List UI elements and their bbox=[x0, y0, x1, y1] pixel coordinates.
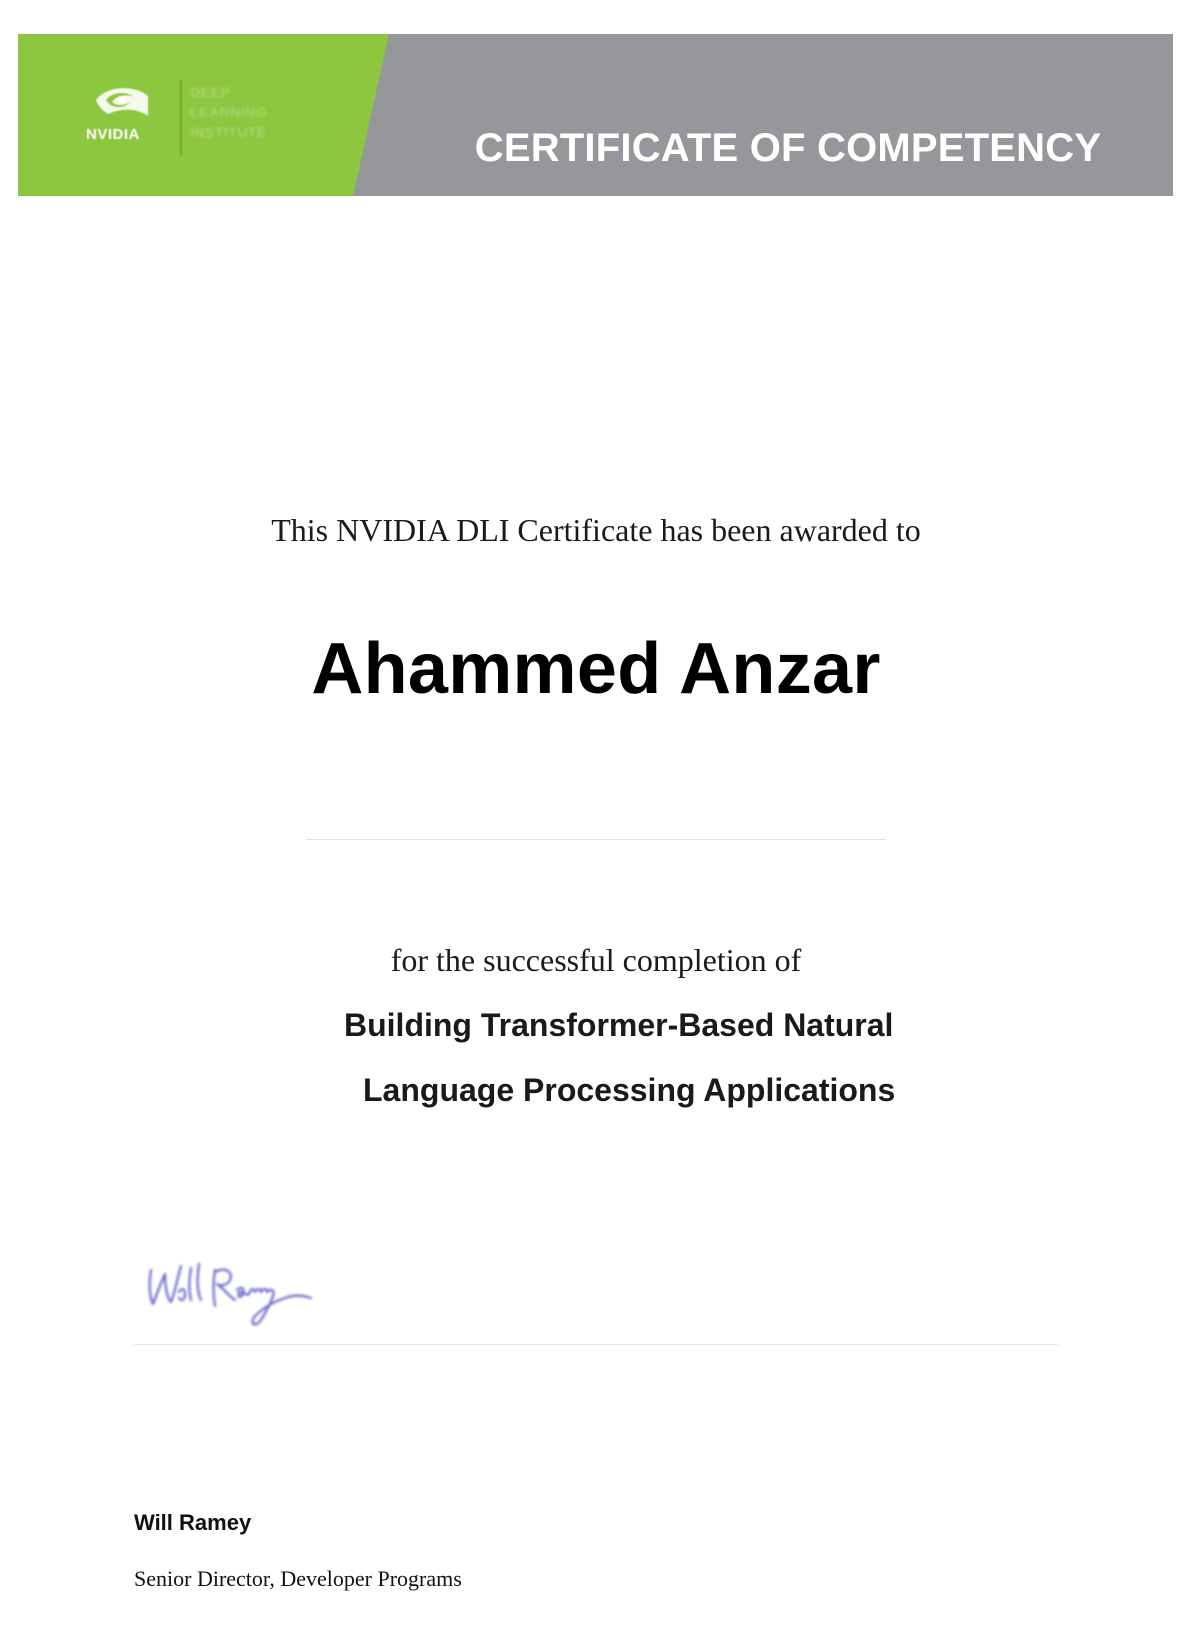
header-banner bbox=[18, 34, 1173, 196]
signature-divider bbox=[134, 1344, 1058, 1345]
logo-wordmark: NVIDIA bbox=[86, 126, 140, 143]
awarded-text: This NVIDIA DLI Certificate has been awarded to bbox=[271, 512, 921, 548]
course-title-line: Language Processing Applications bbox=[363, 1072, 896, 1108]
completion-text: for the successful completion of bbox=[390, 942, 802, 978]
logo-institute-line: DEEP bbox=[190, 84, 231, 100]
nvidia-dli-logo bbox=[86, 78, 306, 158]
name-divider bbox=[306, 839, 886, 840]
logo-divider bbox=[180, 80, 182, 156]
recipient-name: Ahammed Anzar bbox=[311, 629, 881, 709]
nvidia-eye-icon bbox=[94, 80, 150, 120]
signer-name: Will Ramey bbox=[134, 1510, 252, 1535]
logo-institute-line: INSTITUTE bbox=[190, 124, 267, 140]
logo-institute-line: LEARNING bbox=[190, 104, 268, 120]
course-title-line: Building Transformer-Based Natural bbox=[344, 1007, 894, 1043]
certificate-title: CERTIFICATE OF COMPETENCY bbox=[474, 126, 1102, 170]
signer-title: Senior Director, Developer Programs bbox=[134, 1566, 462, 1591]
signature-image bbox=[145, 1258, 315, 1338]
logo-institute bbox=[190, 82, 267, 142]
